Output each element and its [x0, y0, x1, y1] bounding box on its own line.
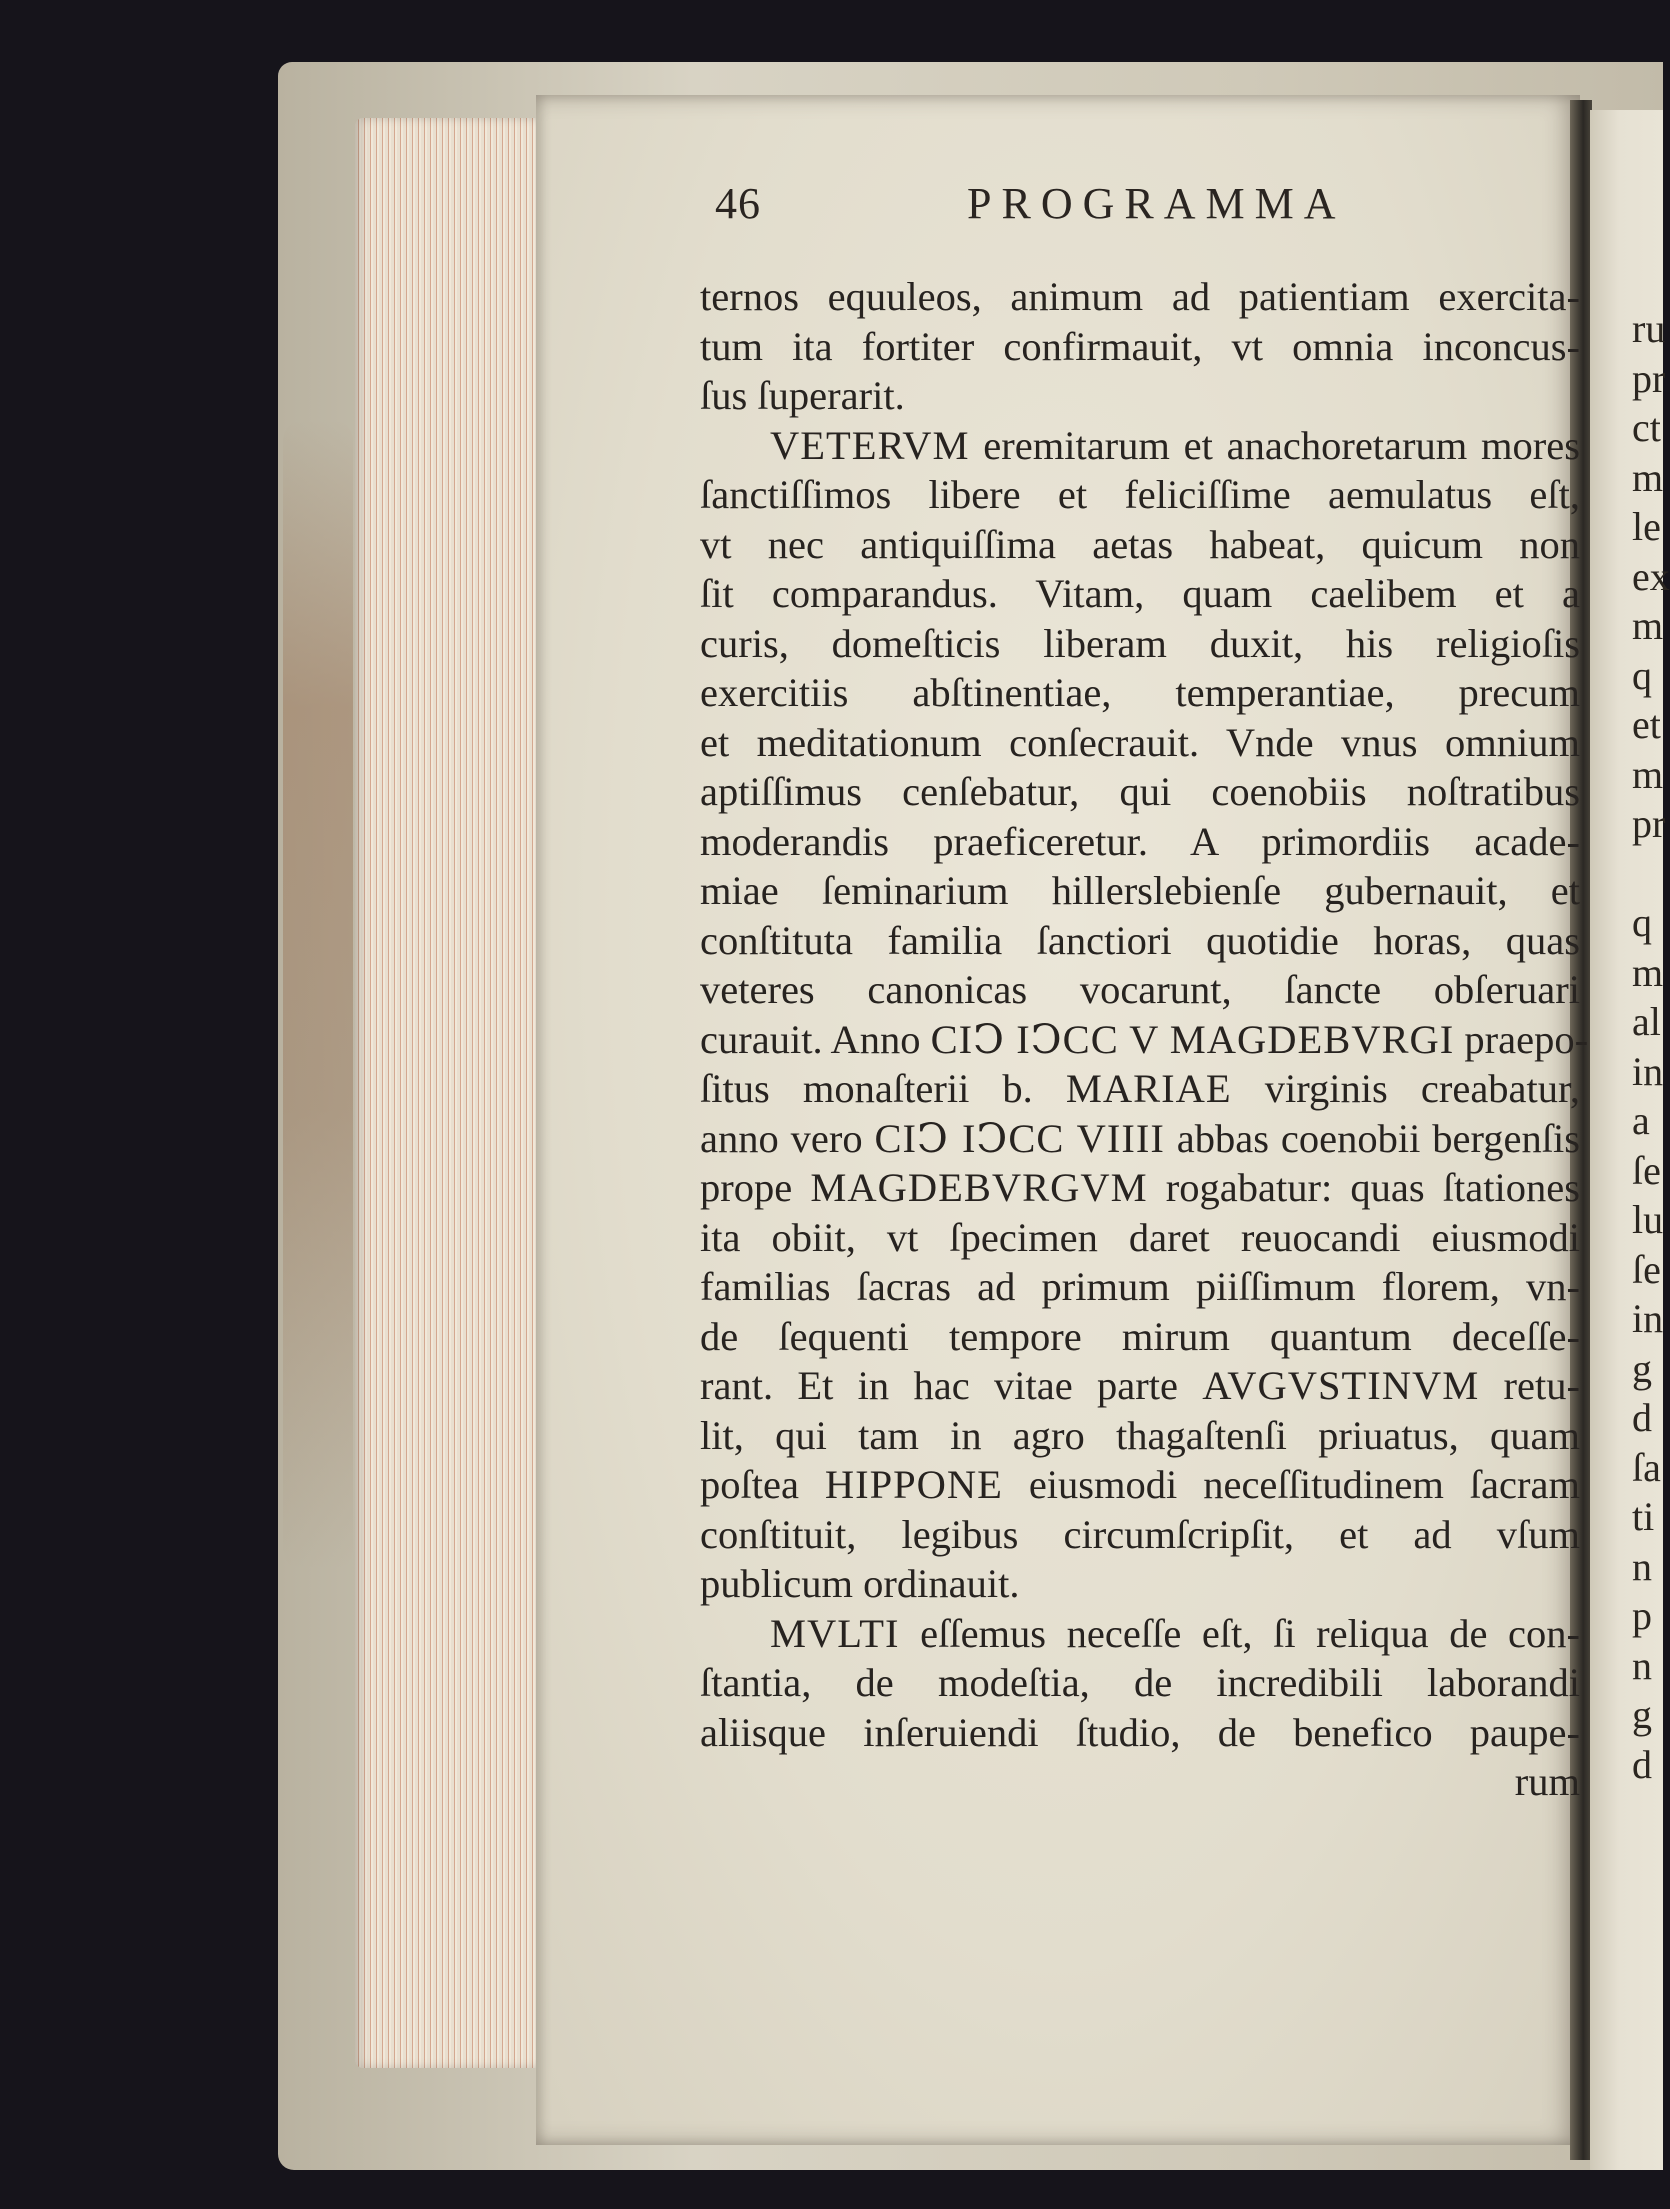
facing-page-fragment: n — [1632, 1543, 1652, 1589]
facing-page-fragment: g — [1632, 1345, 1652, 1391]
small-caps-name: MARIAE — [1065, 1066, 1232, 1111]
text-line: vt nec antiquiſſima aetas habeat, quicum non — [700, 521, 1580, 567]
text-line: VETERVM eremitarum et anachoretarum mores — [770, 422, 1580, 468]
text-line: prope MAGDEBVRGVM rogabatur: quas ſtationes — [700, 1165, 1581, 1210]
text-line: aptiſſimus cenſebatur, qui coenobiis noſtratibus — [700, 769, 1580, 814]
facing-page-fragment: m — [1632, 603, 1664, 648]
small-caps-name: AVGVSTINVM — [1202, 1363, 1480, 1408]
text-line: publicum ordinauit. — [700, 1561, 1020, 1606]
text-line: MVLTI eſſemus neceſſe eſt, ſi reliqua de con- — [770, 1610, 1580, 1656]
facing-page-fragment: in — [1632, 1048, 1664, 1094]
text-line: rant. Et in hac vitae parte AVGVSTINVM retu- — [700, 1363, 1580, 1408]
small-caps-word: MVLTI — [770, 1610, 900, 1656]
facing-page-fragment: et — [1632, 702, 1661, 747]
text-line: anno vero CIↃ IↃCC VIIII abbas coenobii bergenſis — [700, 1115, 1580, 1161]
text-line: ita obiit, vt ſpecimen daret reuocandi eiusmodi — [700, 1214, 1580, 1260]
facing-page-fragment: ru — [1632, 306, 1666, 351]
catchword: rum — [1514, 1759, 1580, 1804]
text-line: exercitiis abſtinentiae, temperantiae, precum — [700, 670, 1580, 715]
text-line: et meditationum conſecrauit. Vnde vnus omnium — [700, 719, 1580, 765]
facing-page-fragment: m — [1632, 949, 1664, 995]
page-edges — [355, 118, 537, 2068]
body-text — [700, 272, 1589, 1807]
facing-page-fragment: ct — [1632, 405, 1661, 450]
text-line: tum ita fortiter confirmauit, vt omnia inconcus- — [700, 323, 1580, 369]
text-line: poſtea HIPPONE eiusmodi neceſſitudinem ſacram — [700, 1462, 1580, 1507]
facing-page-fragment: al — [1632, 999, 1661, 1044]
text-line: conſtituit, legibus circumſcripſit, et ad vſum — [700, 1511, 1580, 1557]
text-line: aliisque inſeruiendi ſtudio, de benefico paupe- — [700, 1709, 1580, 1755]
facing-page-fragment: le — [1632, 504, 1661, 549]
small-caps-name: HIPPONE — [824, 1462, 1003, 1507]
facing-page-fragment: ex — [1632, 553, 1670, 599]
facing-page-fragment: m — [1632, 454, 1664, 500]
small-caps-name: CIↃ IↃCC VIIII — [874, 1115, 1165, 1161]
text-line: veteres canonicas vocarunt, ſancte obſeruari — [700, 967, 1580, 1012]
facing-page-fragment: m — [1632, 751, 1664, 797]
facing-page-fragment: g — [1632, 1692, 1652, 1737]
text-line: ſanctiſſimos libere et feliciſſime aemulatus eſt, — [700, 472, 1580, 517]
facing-page-fragment: p — [1632, 1593, 1652, 1638]
text-line: de ſequenti tempore mirum quantum deceſſe- — [700, 1313, 1580, 1359]
small-caps-word: VETERVM — [770, 422, 970, 468]
text-line: miae ſeminarium hillerslebienſe gubernauit, et — [700, 868, 1580, 913]
facing-page-fragment: in — [1632, 1296, 1664, 1341]
text-line: moderandis praeficeretur. A primordiis acade- — [700, 818, 1580, 864]
small-caps-name: MAGDEBVRGVM — [810, 1165, 1148, 1210]
facing-page-fragment: lu — [1632, 1197, 1664, 1242]
text-line: ſitus monaſterii b. MARIAE virginis creabatur, — [700, 1066, 1581, 1111]
text-line: conſtituta familia ſanctiori quotidie horas, quas — [700, 917, 1580, 963]
page-number: 46 — [715, 179, 761, 228]
facing-page-fragment: d — [1632, 1395, 1652, 1440]
facing-page-fragment: d — [1632, 1741, 1652, 1787]
facing-page-fragment: ſe — [1632, 1246, 1661, 1292]
text-line: ſit comparandus. Vitam, quam caelibem et a — [700, 571, 1580, 616]
text-line: lit, qui tam in agro thagaſtenſi priuatus, quam — [700, 1412, 1580, 1458]
running-title: PROGRAMMA — [967, 179, 1346, 228]
page-header — [715, 178, 1515, 238]
facing-page-fragment: q — [1632, 652, 1652, 698]
facing-page-fragment: ſe — [1632, 1147, 1661, 1193]
facing-page-fragment: n — [1632, 1642, 1652, 1688]
text-line: ſus ſuperarit. — [700, 373, 905, 418]
facing-page-fragment: pr — [1632, 355, 1666, 401]
small-caps-name: CIↃ IↃCC V MAGDEBVRGI — [930, 1016, 1455, 1062]
text-line: curauit. Anno CIↃ IↃCC V MAGDEBVRGI praepo- — [700, 1016, 1589, 1062]
cover-stain — [283, 420, 353, 1570]
facing-page — [1590, 110, 1670, 2170]
text-line: ternos equuleos, animum ad patientiam exercita- — [700, 274, 1580, 319]
facing-page-fragment: ti — [1632, 1494, 1655, 1539]
text-line: curis, domeſticis liberam duxit, his religioſis — [700, 620, 1580, 666]
facing-page-fragment: ſa — [1632, 1444, 1661, 1490]
text-line: familias ſacras ad primum piiſſimum florem, vn- — [700, 1264, 1580, 1309]
facing-page-fragment: pr — [1632, 801, 1666, 846]
text-line: ſtantia, de modeſtia, de incredibili laborandi — [700, 1660, 1580, 1705]
facing-page-fragment: a — [1632, 1098, 1650, 1143]
facing-page-fragment: q — [1632, 900, 1652, 945]
